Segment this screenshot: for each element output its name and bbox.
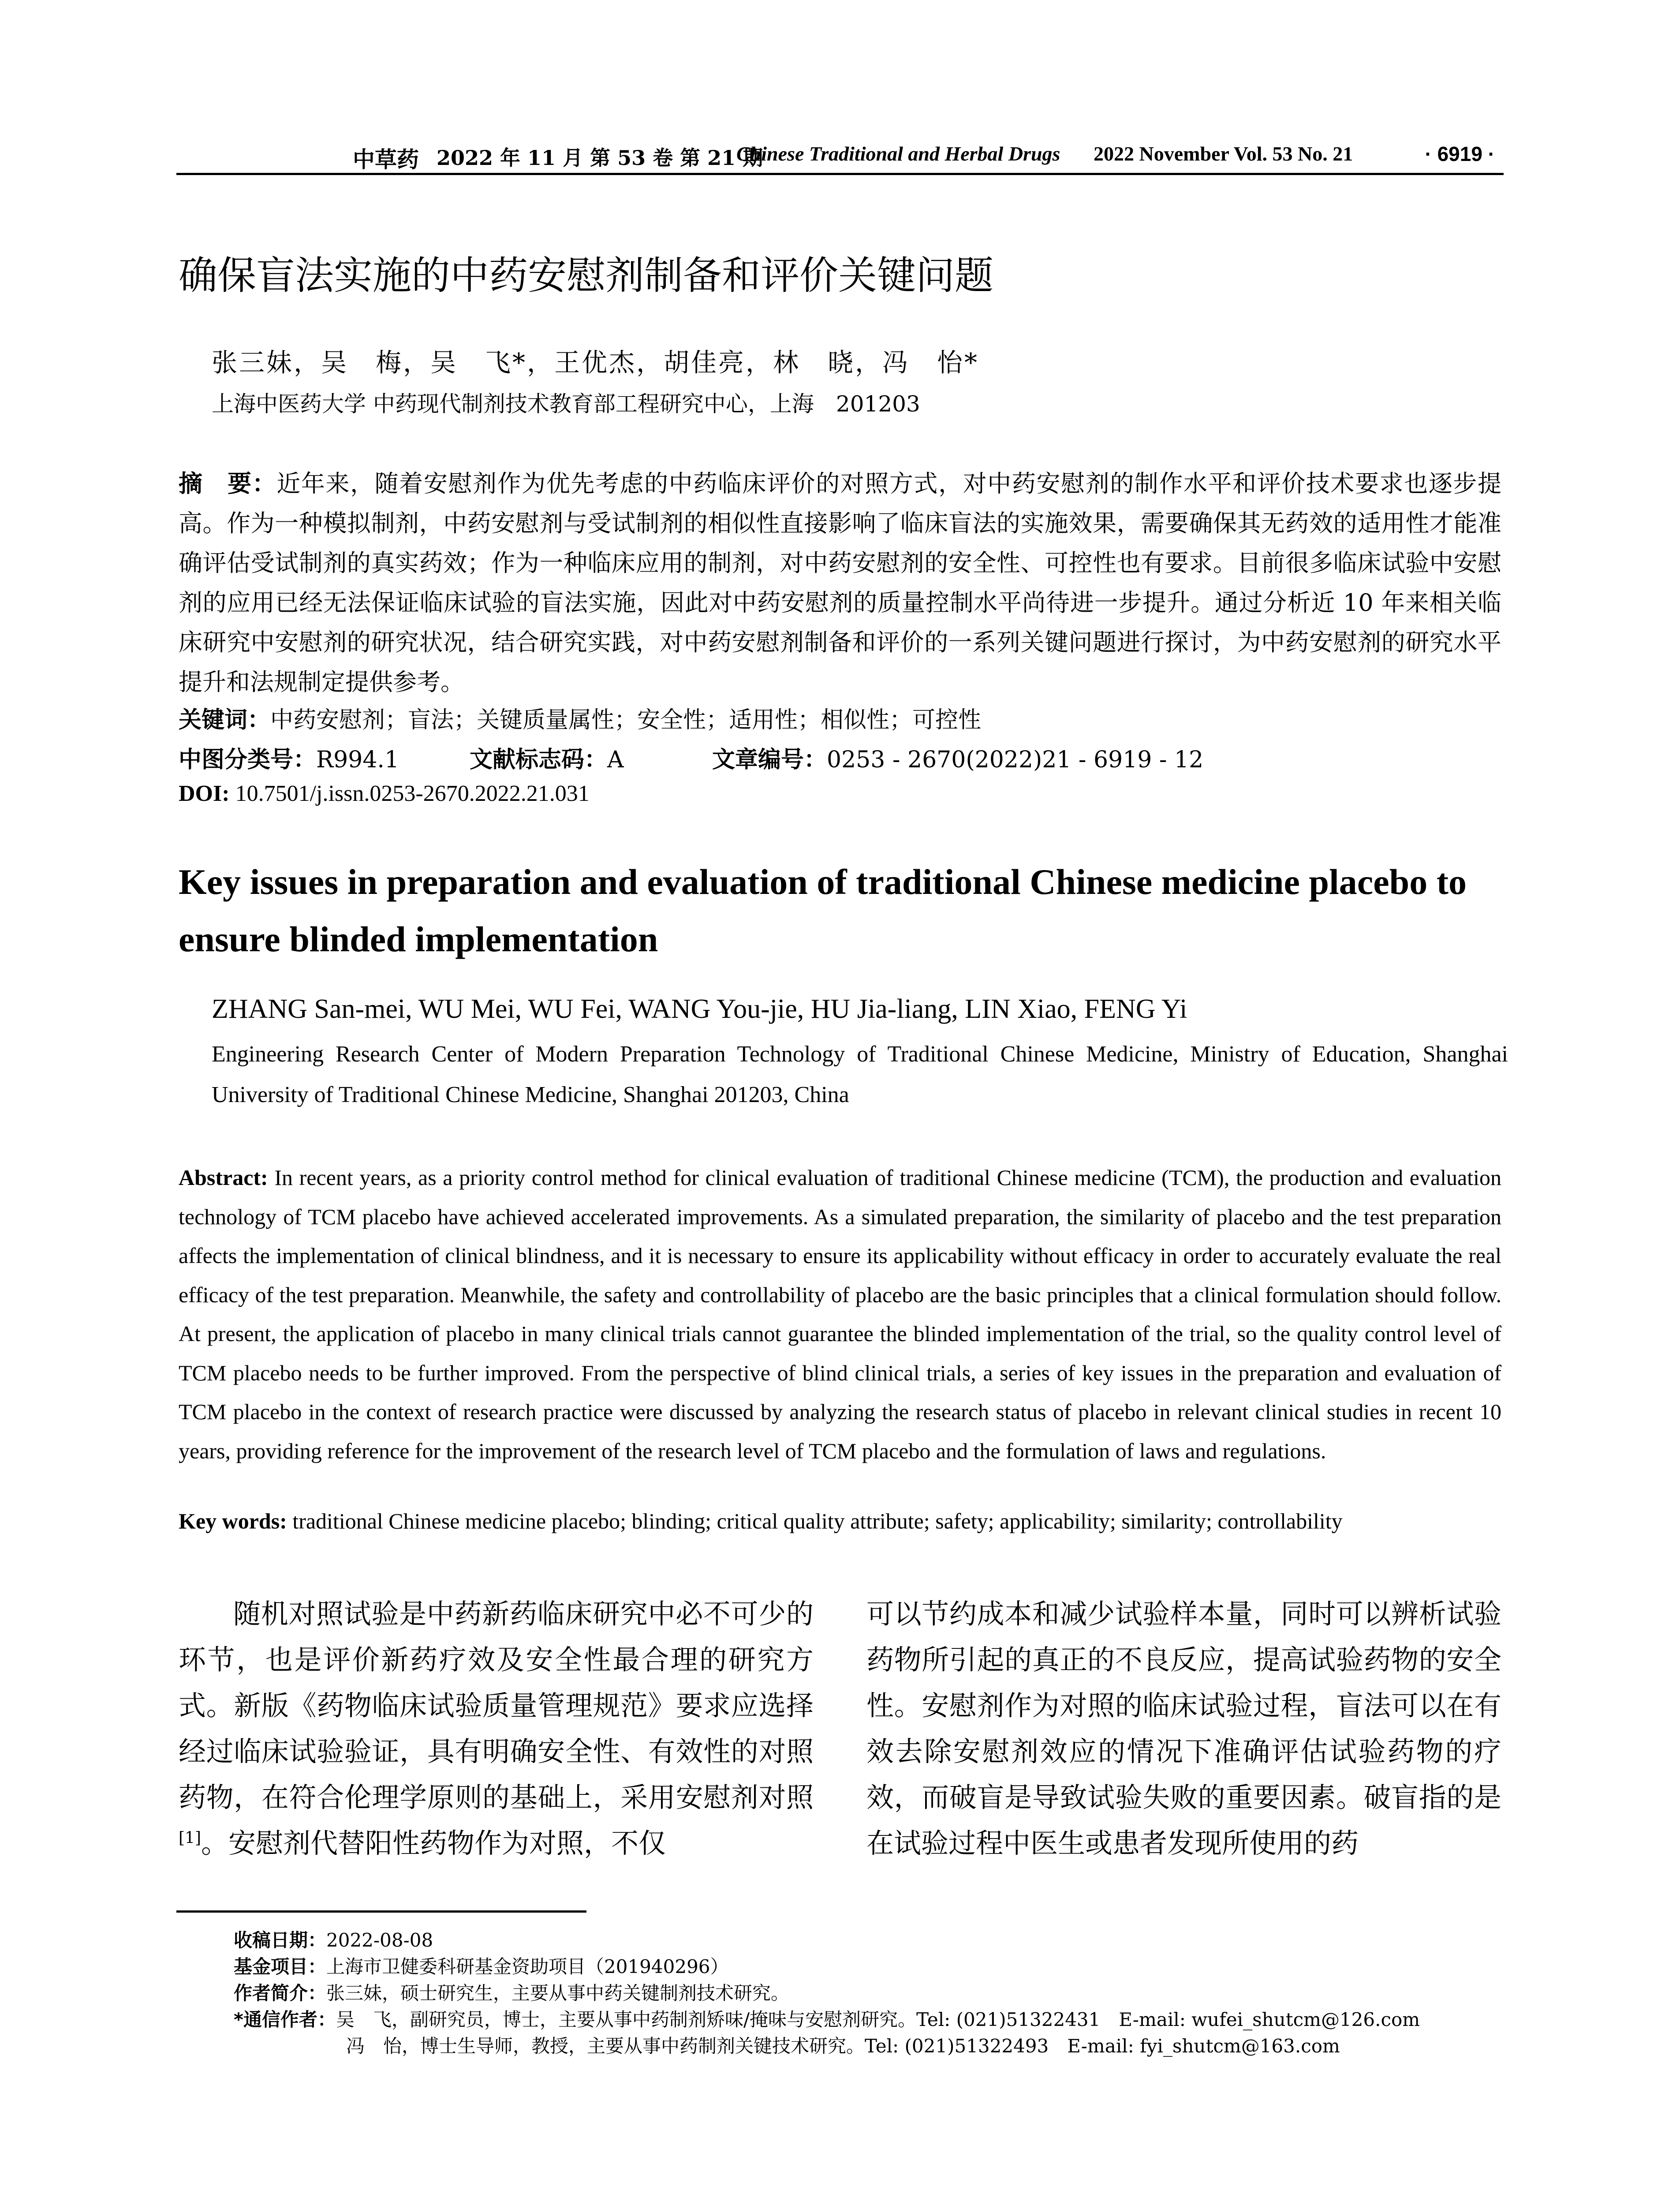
keywords-en-text: traditional Chinese medicine placebo; blinding; critical quality attribute; safety; applicability; similarity; controllability xyxy=(292,1509,1343,1533)
article-number-label: 文章编号： xyxy=(712,747,827,773)
bio-value: 张三妹，硕士研究生，主要从事中药关键制剂技术研究。 xyxy=(326,1982,790,2004)
article-title-cn: 确保盲法实施的中药安慰剂制备和评价关键问题 xyxy=(179,253,994,298)
body-left-text-a: 随机对照试验是中药新药临床研究中必不可少的环节，也是评价新药疗效及安全性最合理的研究方式。新版《药物临床试验质量管理规范》要求应选择经过临床试验验证，具有明确安全性、有效性的对照药物，在符合伦理学原则的基础上，采用安慰剂对照 xyxy=(179,1598,814,1813)
running-header xyxy=(176,142,1504,175)
document-code xyxy=(470,741,624,774)
abstract-en xyxy=(179,1158,1501,1470)
abstract-cn-label: 摘 要： xyxy=(179,470,277,497)
footnotes xyxy=(234,1927,1512,2059)
doi-label: DOI: xyxy=(179,781,230,806)
bio-label: 作者简介： xyxy=(234,1982,327,2004)
body-left-text-b: 。安慰剂代替阳性药物作为对照，不仅 xyxy=(201,1827,666,1859)
keywords-en-label: Key words: xyxy=(179,1509,287,1533)
keywords-cn-label: 关键词： xyxy=(179,707,271,733)
fund-value: 上海市卫健委科研基金资助项目（201940296） xyxy=(326,1956,729,1977)
received-value: 2022-08-08 xyxy=(326,1929,433,1951)
journal-name-cn: 中草药 xyxy=(353,146,419,172)
authors-cn: 张三妹，吴 梅，吴 飞*，王优杰，胡佳亮，林 晓，冯 怡* xyxy=(212,348,979,377)
clc-number xyxy=(179,741,399,774)
corr-label: *通信作者： xyxy=(234,2009,336,2030)
keywords-en xyxy=(179,1508,1506,1534)
footnote-corresponding-2 xyxy=(234,2033,1512,2059)
article-number-value: 0253 - 2670(2022)21 - 6919 - 12 xyxy=(827,747,1204,773)
doc-code-value: A xyxy=(607,747,624,773)
clc-label: 中图分类号： xyxy=(179,747,317,773)
journal-name-en: Chinese Traditional and Herbal Drugs xyxy=(736,142,1060,165)
citation-ref-1[interactable]: [1] xyxy=(179,1829,201,1847)
issue-date-cn: 2022 年 11 月 第 53 卷 第 21 期 xyxy=(437,146,763,170)
fund-label: 基金项目： xyxy=(234,1956,327,1977)
footnote-received xyxy=(234,1927,1512,1954)
footnote-fund xyxy=(234,1954,1512,1980)
corr-value-1: 吴 飞，副研究员，博士，主要从事中药制剂矫味/掩味与安慰剂研究。Tel: (021)51322431 E-mail: wufei_shutcm@126.com xyxy=(336,2009,1420,2030)
abstract-cn-text: 近年来，随着安慰剂作为优先考虑的中药临床评价的对照方式，对中药安慰剂的制作水平和评价技术要求也逐步提高。作为一种模拟制剂，中药安慰剂与受试制剂的相似性直接影响了临床盲法的实施效果，需要确保其无药效的适用性才能准确评估受试制剂的真实药效；作为一种临床应用的制剂，对中药安慰剂的安全性、可控性也有要求。目前很多临床试验中安慰剂的应用已经无法保证临床试验的盲法实施，因此对中药安慰剂的质量控制水平尚待进一步提升。通过分析近 10 年来相关临床研究中安慰剂的研究状况，结合研究实践，对中药安慰剂制备和评价的一系列关键问题进行探讨，为中药安慰剂的研究水平提升和法规制定提供参考。 xyxy=(179,470,1501,696)
article-number xyxy=(712,741,1203,774)
doi-line xyxy=(179,781,590,807)
article-title-en: Key issues in preparation and evaluation of traditional Chinese medicine placebo to ensure blinded implementation xyxy=(179,862,1467,959)
authors-en: ZHANG San-mei, WU Mei, WU Fei, WANG You-jie, HU Jia-liang, LIN Xiao, FENG Yi xyxy=(212,994,1187,1024)
doc-code-label: 文献标志码： xyxy=(470,747,608,773)
received-label: 收稿日期： xyxy=(234,1929,327,1951)
body-column-right: 可以节约成本和减少试验样本量，同时可以辨析试验药物所引起的真正的不良反应，提高试验药物的安全性。安慰剂作为对照的临床试验过程，盲法可以在有效去除安慰剂效应的情况下准确评估试验药物的疗效，而破盲是导致试验失败的重要因素。破盲指的是在试验过程中医生或患者发现所使用的药 xyxy=(866,1598,1501,1859)
keywords-cn-text: 中药安慰剂；盲法；关键质量属性；安全性；适用性；相似性；可控性 xyxy=(270,707,982,733)
footnote-divider xyxy=(176,1910,586,1913)
abstract-cn xyxy=(179,464,1501,702)
clc-value: R994.1 xyxy=(316,747,399,773)
keywords-cn xyxy=(179,701,981,734)
abstract-en-label: Abstract: xyxy=(179,1165,268,1190)
footnote-author-bio xyxy=(234,1980,1512,2007)
affiliation-cn: 上海中医药大学 中药现代制剂技术教育部工程研究中心，上海 201203 xyxy=(212,391,920,417)
footnote-corresponding xyxy=(234,2007,1512,2033)
classification-line xyxy=(179,741,1501,772)
body-column-left xyxy=(179,1591,814,1866)
doi-link[interactable]: 10.7501/j.issn.0253-2670.2022.21.031 xyxy=(235,781,590,806)
page-number: · 6919 · xyxy=(1425,142,1495,165)
issue-info-en: 2022 November Vol. 53 No. 21 xyxy=(1094,142,1353,165)
corr-value-2: 冯 怡，博士生导师，教授，主要从事中药制剂关键技术研究。Tel: (021)51322493 E-mail: fyi_shutcm@163.com xyxy=(346,2035,1340,2057)
affiliation-en: Engineering Research Center of Modern Preparation Technology of Traditional Chinese Medicine, Ministry of Education, Shanghai University of Traditional Chinese Medicine, Shanghai 201203, China xyxy=(212,1042,1508,1107)
abstract-en-text: In recent years, as a priority control method for clinical evaluation of traditional Chinese medicine (TCM), the production and evaluation technology of TCM placebo have achieved accelerated improvements. As a simulated preparation, the similarity of placebo and the test preparation affects the implementation of clinical blindness, and it is necessary to ensure its applicability without efficacy in order to accurately evaluate the real efficacy of the test preparation. Meanwhile, the safety and controllability of placebo are the basic principles that a clinical formulation should follow. At present, the application of placebo in many clinical trials cannot guarantee the blinded implementation of the trial, so the quality control level of TCM placebo needs to be further improved. From the perspective of blind clinical trials, a series of key issues in the preparation and evaluation of TCM placebo in the context of research practice were discussed by analyzing the research status of placebo in relevant clinical studies in recent 10 years, providing reference for the improvement of the research level of TCM placebo and the formulation of laws and regulations. xyxy=(179,1165,1502,1463)
